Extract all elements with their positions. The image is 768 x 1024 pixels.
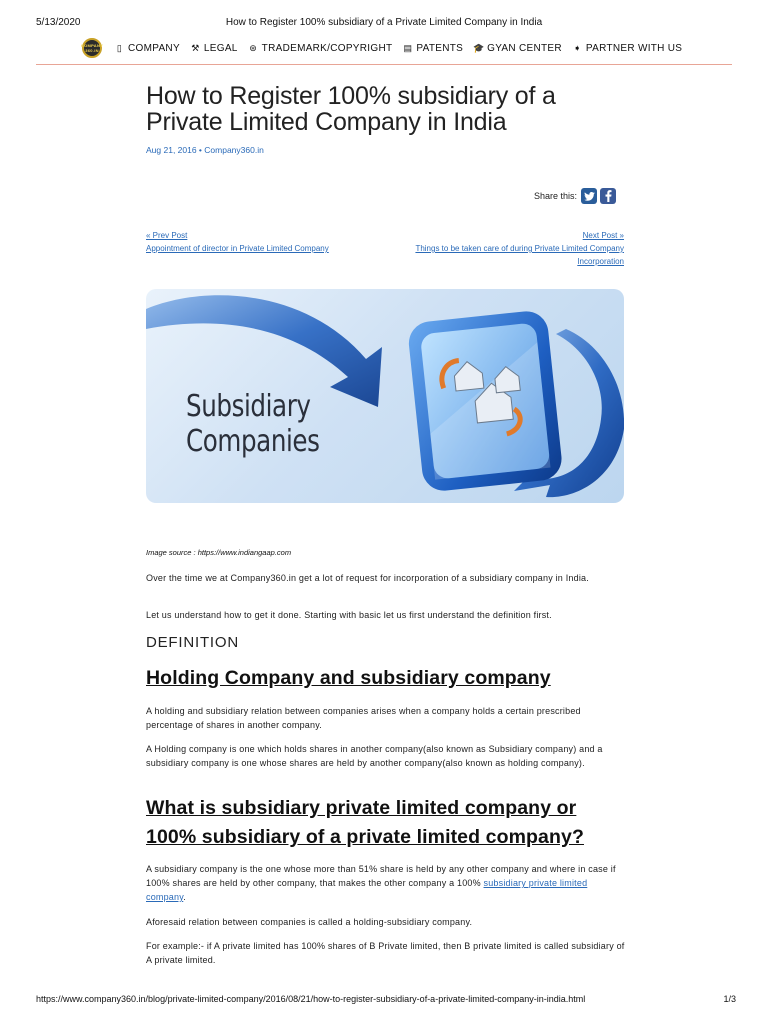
print-url: https://www.company360.in/blog/private-limited-company/2016/08/21/how-to-register-subsidiary-of-a-private-limited-company-in-india.html [36,994,586,1004]
nav-item-partner[interactable] [572,43,682,54]
nav-label-gyan-center: GYAN CENTER [487,42,562,54]
nav-label-company: COMPANY [128,42,180,54]
print-date: 5/13/2020 [36,17,81,28]
hero-line-1: Subsidiary [186,389,311,424]
page-number: 1/3 [723,994,736,1004]
hero-image [146,289,624,503]
twitter-icon[interactable] [581,188,597,204]
print-title: How to Register 100% subsidiary of a Private Limited Company in India [225,17,543,28]
document-icon: ▤ [403,42,413,53]
what-paragraph-1-text: A subsidiary company is the one whose more than 51% share is held by any other company and where in case if 100% shares are held by other company, that makes the other company a 100% [146,864,616,888]
image-source: Image source : https://www.indiangaap.com [146,548,292,557]
site-nav [82,37,682,59]
hero-caption [186,389,320,459]
print-header [0,17,768,31]
intro-paragraph-1: Over the time we at Company360.in get a lot of request for incorporation of a subsidiary company in India. [146,573,589,583]
logo-text-2: 360.IN [85,48,99,53]
what-paragraph-1 [146,862,626,904]
graduation-cap-icon: 🎓 [473,42,485,53]
gavel-icon: ⚒ [191,42,200,53]
share-bar [534,188,616,204]
facebook-icon[interactable] [600,188,616,204]
next-post-label[interactable]: Next Post » [582,231,624,240]
subsidiary-link[interactable]: subsidiary private limited company [146,878,588,902]
intro-paragraph-2: Let us understand how to get it done. Starting with basic let us first understand the definition first. [146,610,552,620]
heading-holding-company: Holding Company and subsidiary company [146,667,551,689]
prev-post [146,229,386,255]
what-paragraph-3: For example:- if A private limited has 100% shares of B Private limited, then B private limited is called subsidiary of A private limited. [146,941,625,965]
prev-post-label[interactable]: « Prev Post [146,231,188,240]
trademark-icon: ⊛ [249,42,258,53]
holding-paragraph-2: A Holding company is one which holds shares in another company(also known as Subsidiary company) and a subsidiary company is one whose shares are held by another company(also known as holding company). [146,744,603,768]
holding-paragraph-1: A holding and subsidiary relation between companies arises when a company holds a certain prescribed percentage of shares in another company. [146,706,581,730]
next-post-link[interactable]: Things to be taken care of during Private Limited Company Incorporation [415,244,624,266]
article-meta: Aug 21, 2016 • Company360.in [146,145,264,155]
nav-divider [36,64,732,65]
heading-what-is-subsidiary: What is subsidiary private limited company or 100% subsidiary of a private limited company? [146,797,584,848]
site-logo[interactable] [82,38,102,58]
article-title: How to Register 100% subsidiary of a Private Limited Company in India [146,82,556,136]
logo-text-1: COMPANY [80,43,104,48]
hero-line-2: Companies [186,424,320,459]
nav-item-company[interactable] [114,43,180,54]
nav-label-legal: LEGAL [203,42,238,54]
nav-item-gyan-center[interactable] [473,43,562,54]
nav-item-trademark[interactable] [248,43,393,54]
next-post [374,229,624,268]
handshake-icon: ➧ [573,42,582,53]
nav-label-partner: PARTNER WITH US [585,42,683,54]
nav-item-patents[interactable] [402,43,463,54]
nav-label-patents: PATENTS [416,42,464,54]
share-label: Share this: [534,191,578,201]
what-paragraph-1-end: . [183,892,186,902]
definition-heading: DEFINITION [146,634,239,651]
nav-item-legal[interactable] [190,43,238,54]
what-paragraph-2: Aforesaid relation between companies is called a holding-subsidiary company. [146,917,473,927]
building-icon: ▯ [116,42,123,53]
nav-label-trademark: TRADEMARK/COPYRIGHT [261,42,393,54]
prev-post-link[interactable]: Appointment of director in Private Limited Company [146,244,329,253]
